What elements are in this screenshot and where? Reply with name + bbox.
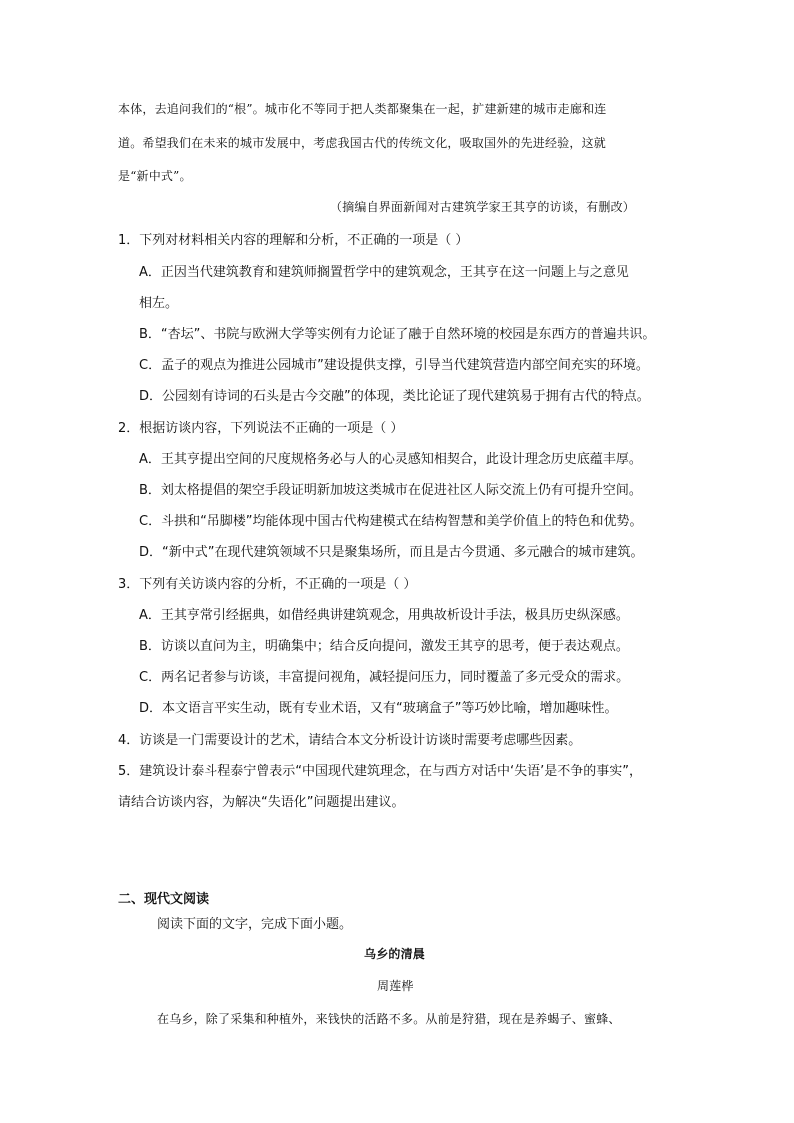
question-2-option-c: C．斗拱和“吊脚楼”均能体现中国古代构建模式在结构智慧和美学价值上的特色和优势。 [139, 514, 643, 529]
question-2-option-d: D．“新中式”在现代建筑领域不只是聚集场所，而且是古今贯通、多元融合的城市建筑。 [139, 545, 644, 560]
article-title: 乌乡的清晨 [364, 947, 426, 961]
question-1-option-b: B．“杏坛”、书院与欧洲大学等实例有力论证了融于自然环境的校园是东西方的普遍共识。 [139, 327, 656, 342]
question-1-option-a: A．正因当代建筑教育和建筑师搁置哲学中的建筑观念，王其亨在这一问题上与之意见 [139, 265, 629, 280]
question-1-option-a-cont: 相左。 [139, 296, 179, 311]
question-3-option-a: A．王其亨常引经据典，如借经典讲建筑观念，用典故析设计手法，极具历史纵深感。 [139, 608, 629, 623]
passage-line-3: 是“新中式”。 [118, 169, 192, 183]
question-1-stem: 1．下列对材料相关内容的理解和分析，不正确的一项是（ ） [118, 233, 469, 248]
question-1-option-d: D．公园刻有诗词的石头是古今交融”的体现，类比论证了现代建筑易于拥有古代的特点。 [139, 389, 650, 404]
question-3-option-d: D．本文语言平实生动，既有专业术语，又有“玻璃盒子”等巧妙比喻，增加趣味性。 [139, 701, 618, 716]
question-2-option-a: A．王其亨提出空间的尺度规格务必与人的心灵感知相契合，此设计理念历史底蕴丰厚。 [139, 452, 642, 467]
section-heading: 二、现代文阅读 [118, 892, 210, 907]
question-3-option-c: C．两名记者参与访谈，丰富提问视角，减轻提问压力，同时覆盖了多元受众的需求。 [139, 670, 630, 685]
question-5-line-1: 5．建筑设计泰斗程泰宁曾表示“中国现代建筑理念，在与西方对话中‘失语’是不争的事实”， [118, 764, 643, 779]
article-first-line: 在乌乡，除了采集和种植外，来钱快的活路不多。从前是狩猎，现在是养蝎子、蜜蜂、 [157, 1012, 621, 1026]
question-3-option-b: B．访谈以直问为主，明确集中；结合反向提问，激发王其亨的思考，便于表达观点。 [139, 639, 629, 654]
question-5-line-2: 请结合访谈内容，为解决“失语化”问题提出建议。 [118, 795, 405, 810]
question-4: 4．访谈是一门需要设计的艺术，请结合本文分析设计访谈时需要考虑哪些因素。 [118, 733, 582, 748]
question-1-option-c: C．孟子的观点为推进公园城市”建设提供支撑，引导当代建筑营造内部空间充实的环境。 [139, 358, 649, 373]
source-citation: （摘编自界面新闻对古建筑学家王其亨的访谈，有删改） [330, 200, 636, 214]
question-3-stem: 3．下列有关访谈内容的分析，不正确的一项是（ ） [118, 577, 417, 592]
passage-line-1: 本体，去追问我们的“根”。城市化不等同于把人类都聚集在一起，扩建新建的城市走廊和连 [118, 102, 607, 116]
section-instruction: 阅读下面的文字，完成下面小题。 [157, 917, 353, 932]
question-2-option-b: B．刘太格提倡的架空手段证明新加坡这类城市在促进社区人际交流上仍有可提升空间。 [139, 483, 642, 498]
question-2-stem: 2．根据访谈内容，下列说法不正确的一项是（ ） [118, 421, 404, 436]
passage-line-2: 道。希望我们在未来的城市发展中，考虑我国古代的传统文化，吸取国外的先进经验，这就 [118, 136, 607, 150]
article-author: 周莲桦 [377, 979, 414, 993]
